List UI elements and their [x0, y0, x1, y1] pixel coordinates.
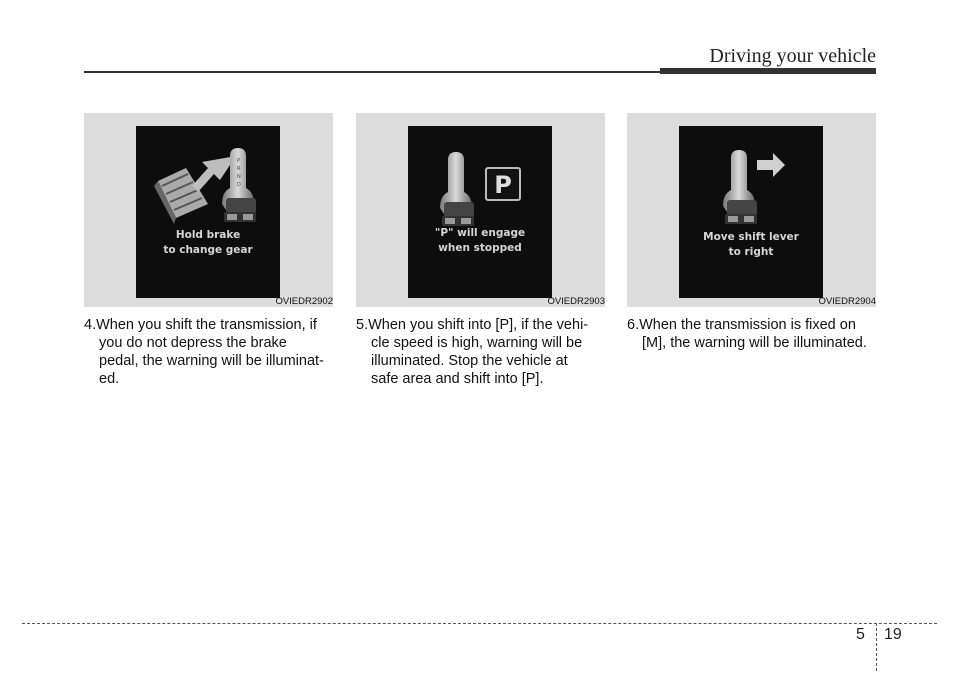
screen-message-line-1: Hold brake [175, 229, 241, 241]
figure-code: OVIEDR2902 [275, 296, 333, 307]
step-line: safe area and shift into [P]. [371, 371, 544, 387]
page-number: 19 [884, 626, 902, 643]
brake-pedal-icon [154, 168, 208, 224]
screen-message-line-2: to right [728, 246, 774, 258]
svg-text:P: P [494, 171, 512, 199]
screen-message-line-2: to change gear [163, 244, 253, 256]
screen-message-line-1: "P" will engage [434, 227, 526, 239]
step-line: cle speed is high, warning will be [371, 335, 583, 351]
figure-p-engage [356, 113, 605, 307]
step-line: you do not depress the brake [99, 335, 287, 351]
step-line: 5.When you shift into [P], if the vehi- [356, 317, 589, 333]
step-line: [M], the warning will be illuminated. [642, 335, 867, 351]
svg-text:D: D [237, 182, 241, 188]
step-4-text [84, 316, 334, 388]
header-rule-accent [660, 68, 876, 74]
shift-lever-icon [440, 152, 474, 226]
figure-code: OVIEDR2903 [547, 296, 605, 307]
screen-message-line-1: Move shift lever [703, 231, 799, 243]
step-line: 6.When the transmission is fixed on [627, 317, 856, 333]
header-rule [84, 71, 660, 73]
cluster-display [136, 126, 280, 298]
park-p-icon [486, 168, 520, 200]
step-line: pedal, the warning will be illuminat- [99, 353, 324, 369]
screen-message-line-2: when stopped [438, 242, 522, 254]
step-6-text [627, 316, 877, 352]
arrow-icon [192, 156, 236, 192]
figure-move-lever [627, 113, 876, 307]
figure-hold-brake [84, 113, 333, 307]
figure-code: OVIEDR2904 [818, 296, 876, 307]
chapter-number: 5 [856, 626, 865, 643]
step-line: ed. [99, 371, 120, 387]
footer-divider [876, 623, 877, 671]
step-5-text [356, 316, 606, 388]
svg-text:P: P [237, 158, 241, 164]
section-title: Driving your vehicle [709, 45, 876, 67]
step-line: 4.When you shift the transmission, if [84, 317, 317, 333]
step-line: illuminated. Stop the vehicle at [371, 353, 568, 369]
arrow-right-icon [757, 153, 785, 177]
cluster-display [679, 126, 823, 298]
footer-rule [22, 623, 937, 624]
svg-text:R: R [237, 166, 241, 172]
cluster-display [408, 126, 552, 298]
shift-lever-icon [723, 150, 757, 224]
svg-text:N: N [237, 174, 241, 180]
